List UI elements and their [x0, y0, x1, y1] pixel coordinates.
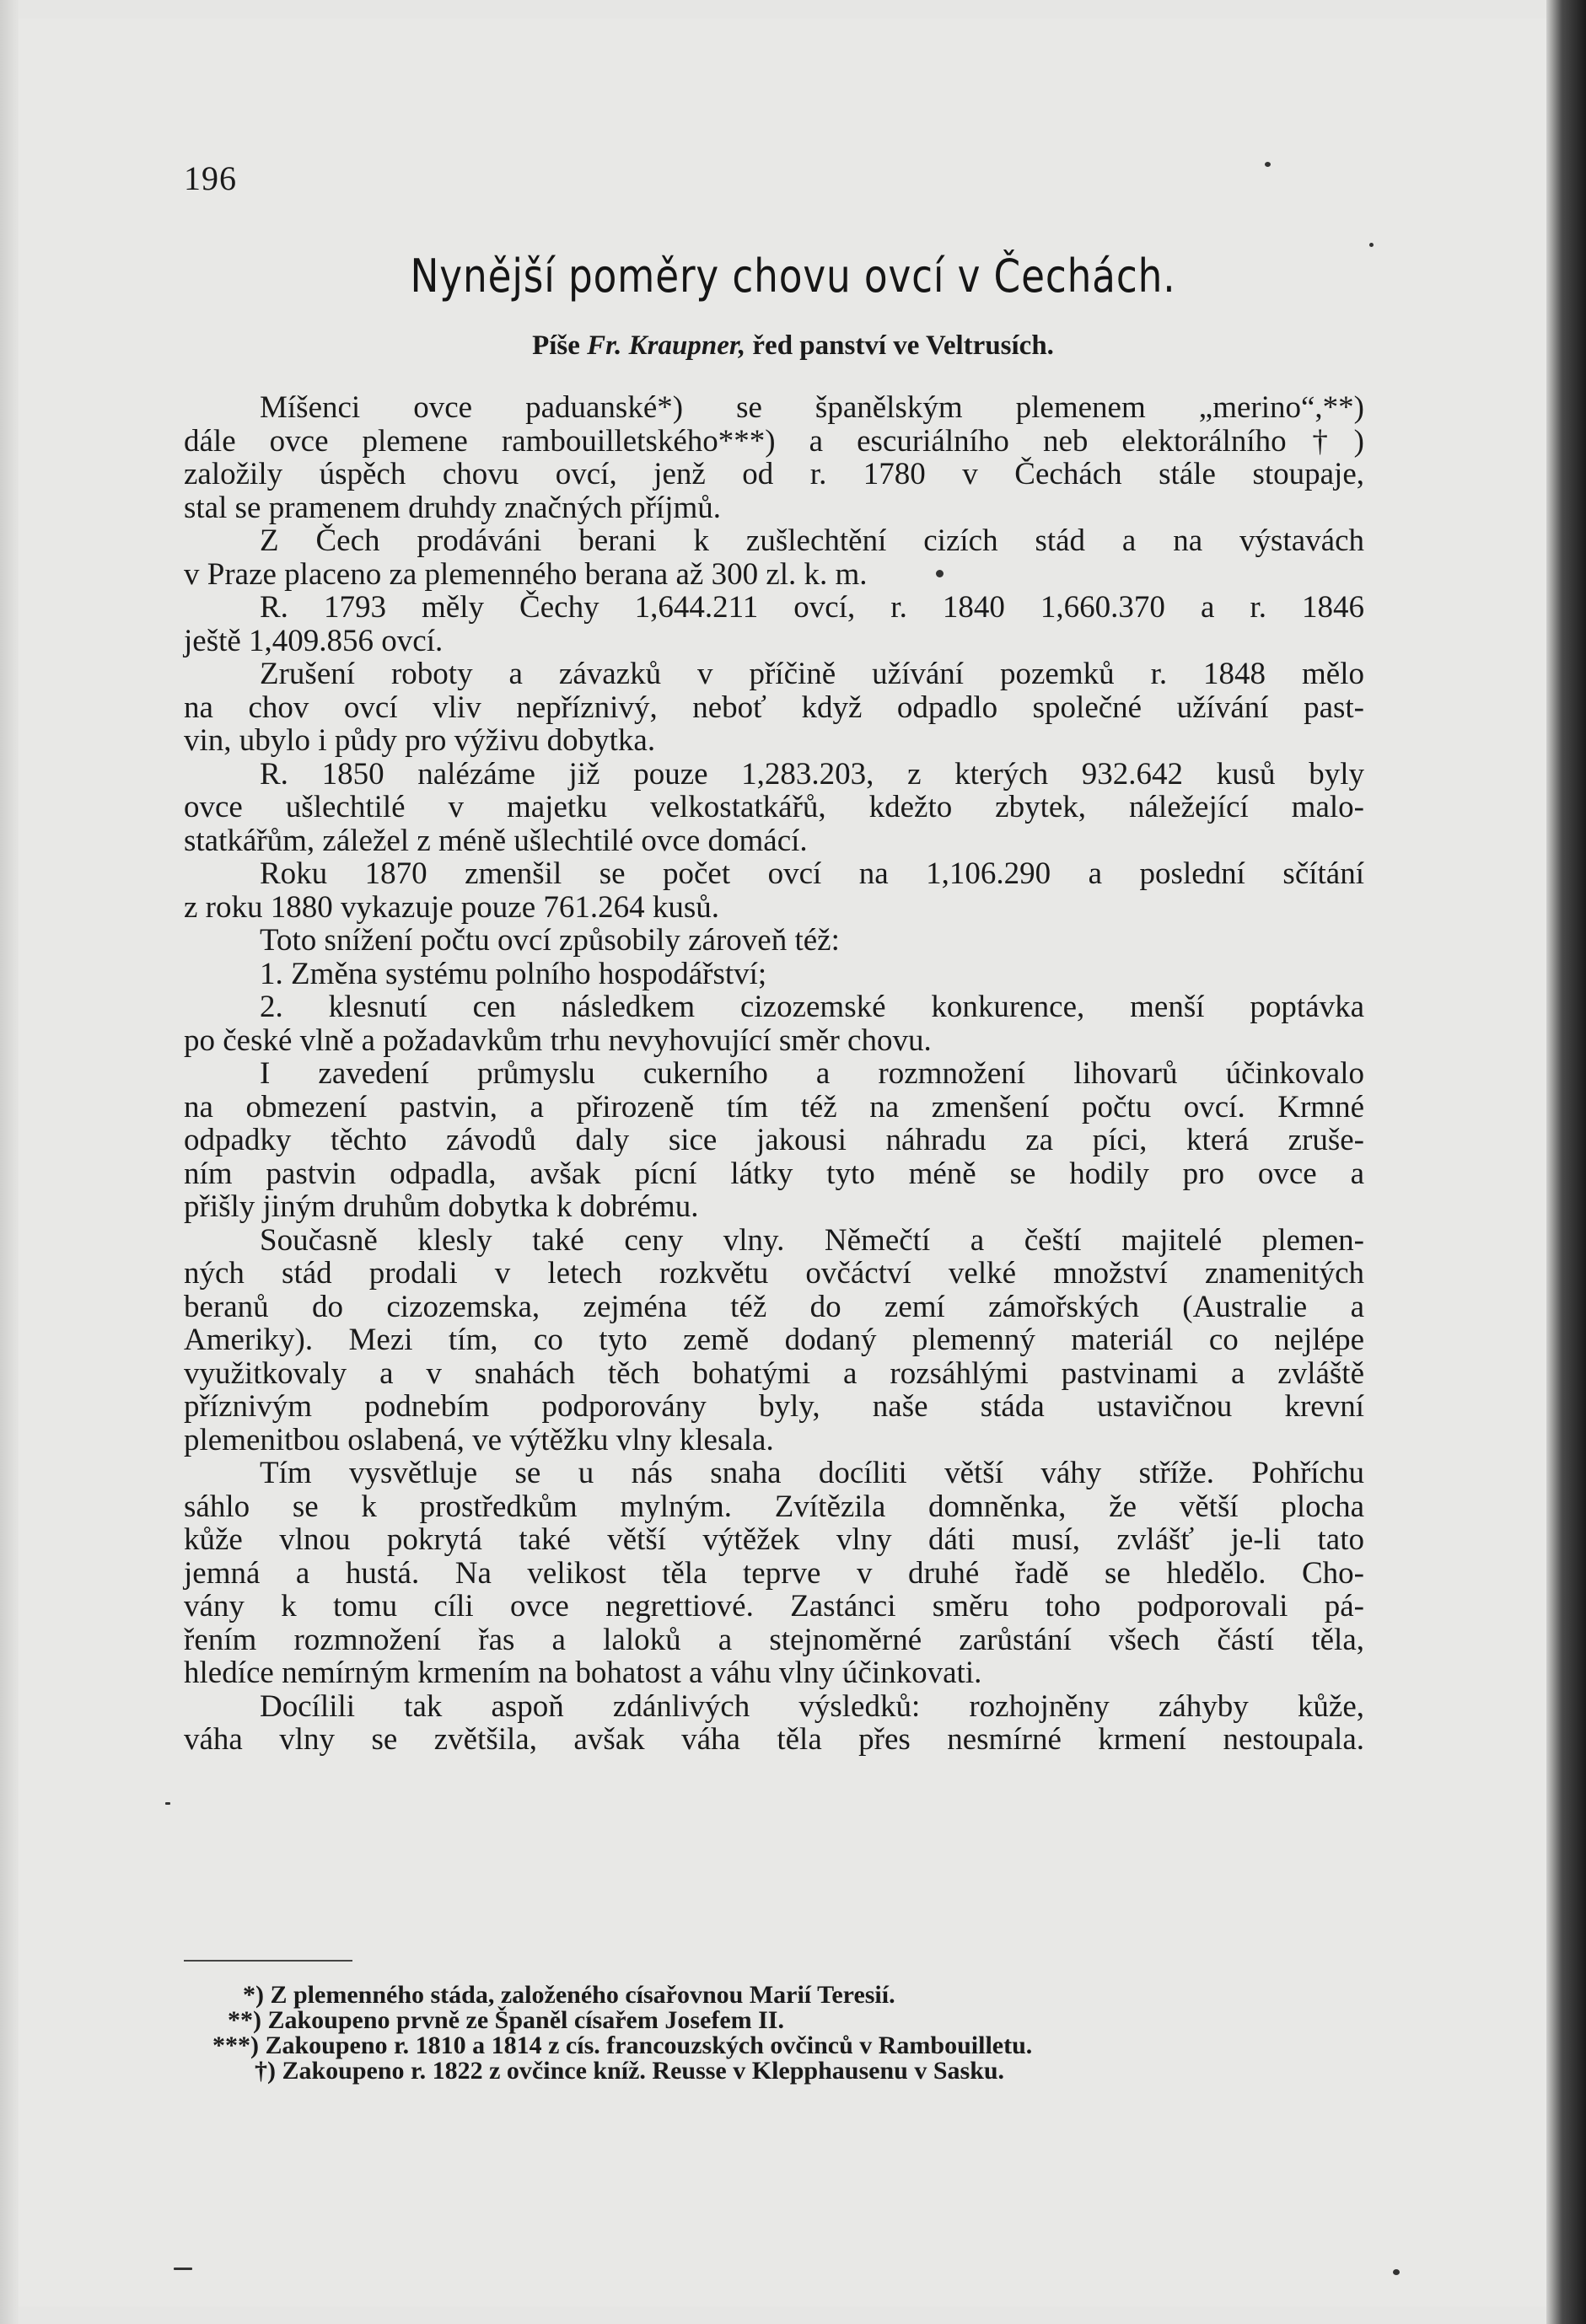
- page-number: 196: [184, 159, 237, 197]
- text-line: vin, ubylo i půdy pro výživu dobytka.: [184, 723, 656, 758]
- footnote: *) Z plemenného stáda, založeného císařovnou Marií Teresií.: [243, 1981, 895, 2009]
- text-line: jemná a hustá. Na velikost těla teprve v druhé řadě se hledělo. Cho-: [184, 1555, 1364, 1591]
- text-line: po české vlně a požadavkům trhu nevyhovující směr chovu.: [184, 1022, 932, 1058]
- text-line: Roku 1870 zmenšil se počet ovcí na 1,106.290 a poslední sčítání: [260, 856, 1364, 891]
- footnote: †) Zakoupeno r. 1822 z ovčince kníž. Reusse v Klepphausenu v Sasku.: [255, 2057, 1005, 2085]
- text-line: kůže vlnou pokrytá také větší výtěžek vlny dáti musí, zvlášť je-li tato: [184, 1522, 1364, 1557]
- text-line: hledíce nemírným krmením na bohatost a váhu vlny účinkovati.: [184, 1656, 982, 1690]
- text-line: sáhlo se k prostředkům mylným. Zvítězila domněnka, že větší plocha: [184, 1489, 1364, 1524]
- text-line: dále ovce plemene rambouilletského***) a escuriálního neb elektorálního†): [184, 423, 1364, 459]
- text-line: ještě 1,409.856 ovcí.: [184, 623, 444, 658]
- byline-prefix: Píše: [532, 330, 580, 361]
- footnote: ***) Zakoupeno r. 1810 a 1814 z cís. francouzských ovčinců v Rambouilletu.: [212, 2031, 1033, 2059]
- text-line: Docílili tak aspoň zdánlivých výsledků: rozhojněny záhyby kůže,: [260, 1688, 1364, 1724]
- text-line: vány k tomu cíli ovce negrettiové. Zastánci směru toho podporovali pá-: [184, 1589, 1364, 1624]
- text-line: příznivým podnebím podporovány byly, naše stáda ustavičnou krevní: [184, 1389, 1364, 1424]
- text-line: Toto snížení počtu ovcí způsobily zároveň též:: [260, 923, 840, 958]
- text-line: ovce ušlechtilé v majetku velkostatkářů, kdežto zbytek, náležející malo-: [184, 790, 1364, 824]
- text-line: ním pastvin odpadla, avšak pícní látky tyto méně se hodily pro ovce a: [184, 1156, 1364, 1191]
- text-line: plemenitbou oslabená, ve výtěžku vlny klesala.: [184, 1422, 774, 1457]
- text-line: stal se pramenem druhdy značných příjmů.: [184, 490, 722, 525]
- text-line: založily úspěch chovu ovcí, jenž od r. 1780 v Čechách stále stoupaje,: [184, 457, 1364, 491]
- text-line: na obmezení pastvin, a přirozeně tím též na zmenšení počtu ovcí. Krmné: [184, 1089, 1364, 1124]
- author-name: Fr. Kraupner,: [587, 330, 746, 361]
- text-line: Z Čech prodáváni berani k zušlechtění cizích stád a na výstavách: [260, 523, 1364, 558]
- text-line: Ameriky). Mezi tím, co tyto země dodaný plemenný materiál co nejlépe: [184, 1323, 1364, 1357]
- text-line: 1. Změna systému polního hospodářství;: [260, 956, 767, 991]
- text-line: R. 1850 nalézáme již pouze 1,283.203, z kterých 932.642 kusů byly: [260, 756, 1364, 792]
- byline: [0, 330, 1586, 362]
- footnotes: [184, 1983, 1032, 2084]
- text-line: v Praze placeno za plemenného berana až 300 zl. k. m.: [184, 556, 868, 592]
- scan-speck: [174, 2268, 192, 2270]
- article-title: Nynější poměry chovu ovcí v Čechách.: [410, 250, 1176, 303]
- scan-speck: [1265, 162, 1271, 167]
- text-line: ných stád prodali v letech rozkvětu ovčáctví velké množství znamenitých: [184, 1256, 1364, 1291]
- text-line: Zrušení roboty a závazků v příčině užívání pozemků r. 1848 mělo: [260, 657, 1364, 691]
- text-line: statkářům, záležel z méně ušlechtilé ovce domácí.: [184, 823, 808, 858]
- text-line: odpadky těchto závodů daly sice jakousi náhradu za píci, která zruše-: [184, 1123, 1364, 1157]
- text-line: beranů do cizozemska, zejména též do zemí zámořských (Australie a: [184, 1289, 1364, 1324]
- text-line: na chov ovcí vliv nepříznivý, neboť když odpadlo společné užívání past-: [184, 690, 1364, 725]
- text-line: R. 1793 měly Čechy 1,644.211 ovcí, r. 1840 1,660.370 a r. 1846: [260, 590, 1364, 625]
- footnote-separator: [184, 1960, 352, 1962]
- text-line: z roku 1880 vykazuje pouze 761.264 kusů.: [184, 889, 720, 925]
- scan-speck: [936, 570, 944, 577]
- scan-speck: [1369, 243, 1374, 247]
- author-role: řed panství ve Veltrusích.: [752, 330, 1054, 361]
- footnote: **) Zakoupeno prvně ze Španěl císařem Josefem II.: [228, 2006, 784, 2034]
- text-line: váha vlny se zvětšila, avšak váha těla přes nesmírné krmení nestoupala.: [184, 1722, 1364, 1757]
- article-body: [184, 391, 1364, 1757]
- text-line: 2. klesnutí cen následkem cizozemské konkurence, menší poptávka: [260, 990, 1364, 1024]
- text-line: Tím vysvětluje se u nás snaha docíliti větší váhy stříže. Pohříchu: [260, 1456, 1364, 1490]
- scan-speck: [1393, 2269, 1400, 2275]
- text-line: Současně klesly také ceny vlny. Němečtí a čeští majitelé plemen-: [260, 1222, 1364, 1258]
- text-line: řením rozmnožení řas a laloků a stejnoměrné zarůstání všech částí těla,: [184, 1622, 1364, 1657]
- text-line: Míšenci ovce paduanské*) se španělským plemenem „merino“,**): [260, 390, 1364, 425]
- scan-speck: [165, 1802, 170, 1805]
- text-line: přišly jiným druhům dobytka k dobrému.: [184, 1189, 699, 1224]
- text-line: využitkovaly a v snahách těch bohatými a rozsáhlými pastvinami a zvláště: [184, 1355, 1364, 1391]
- text-line: I zavedení průmyslu cukerního a rozmnožení lihovarů účinkovalo: [260, 1056, 1364, 1091]
